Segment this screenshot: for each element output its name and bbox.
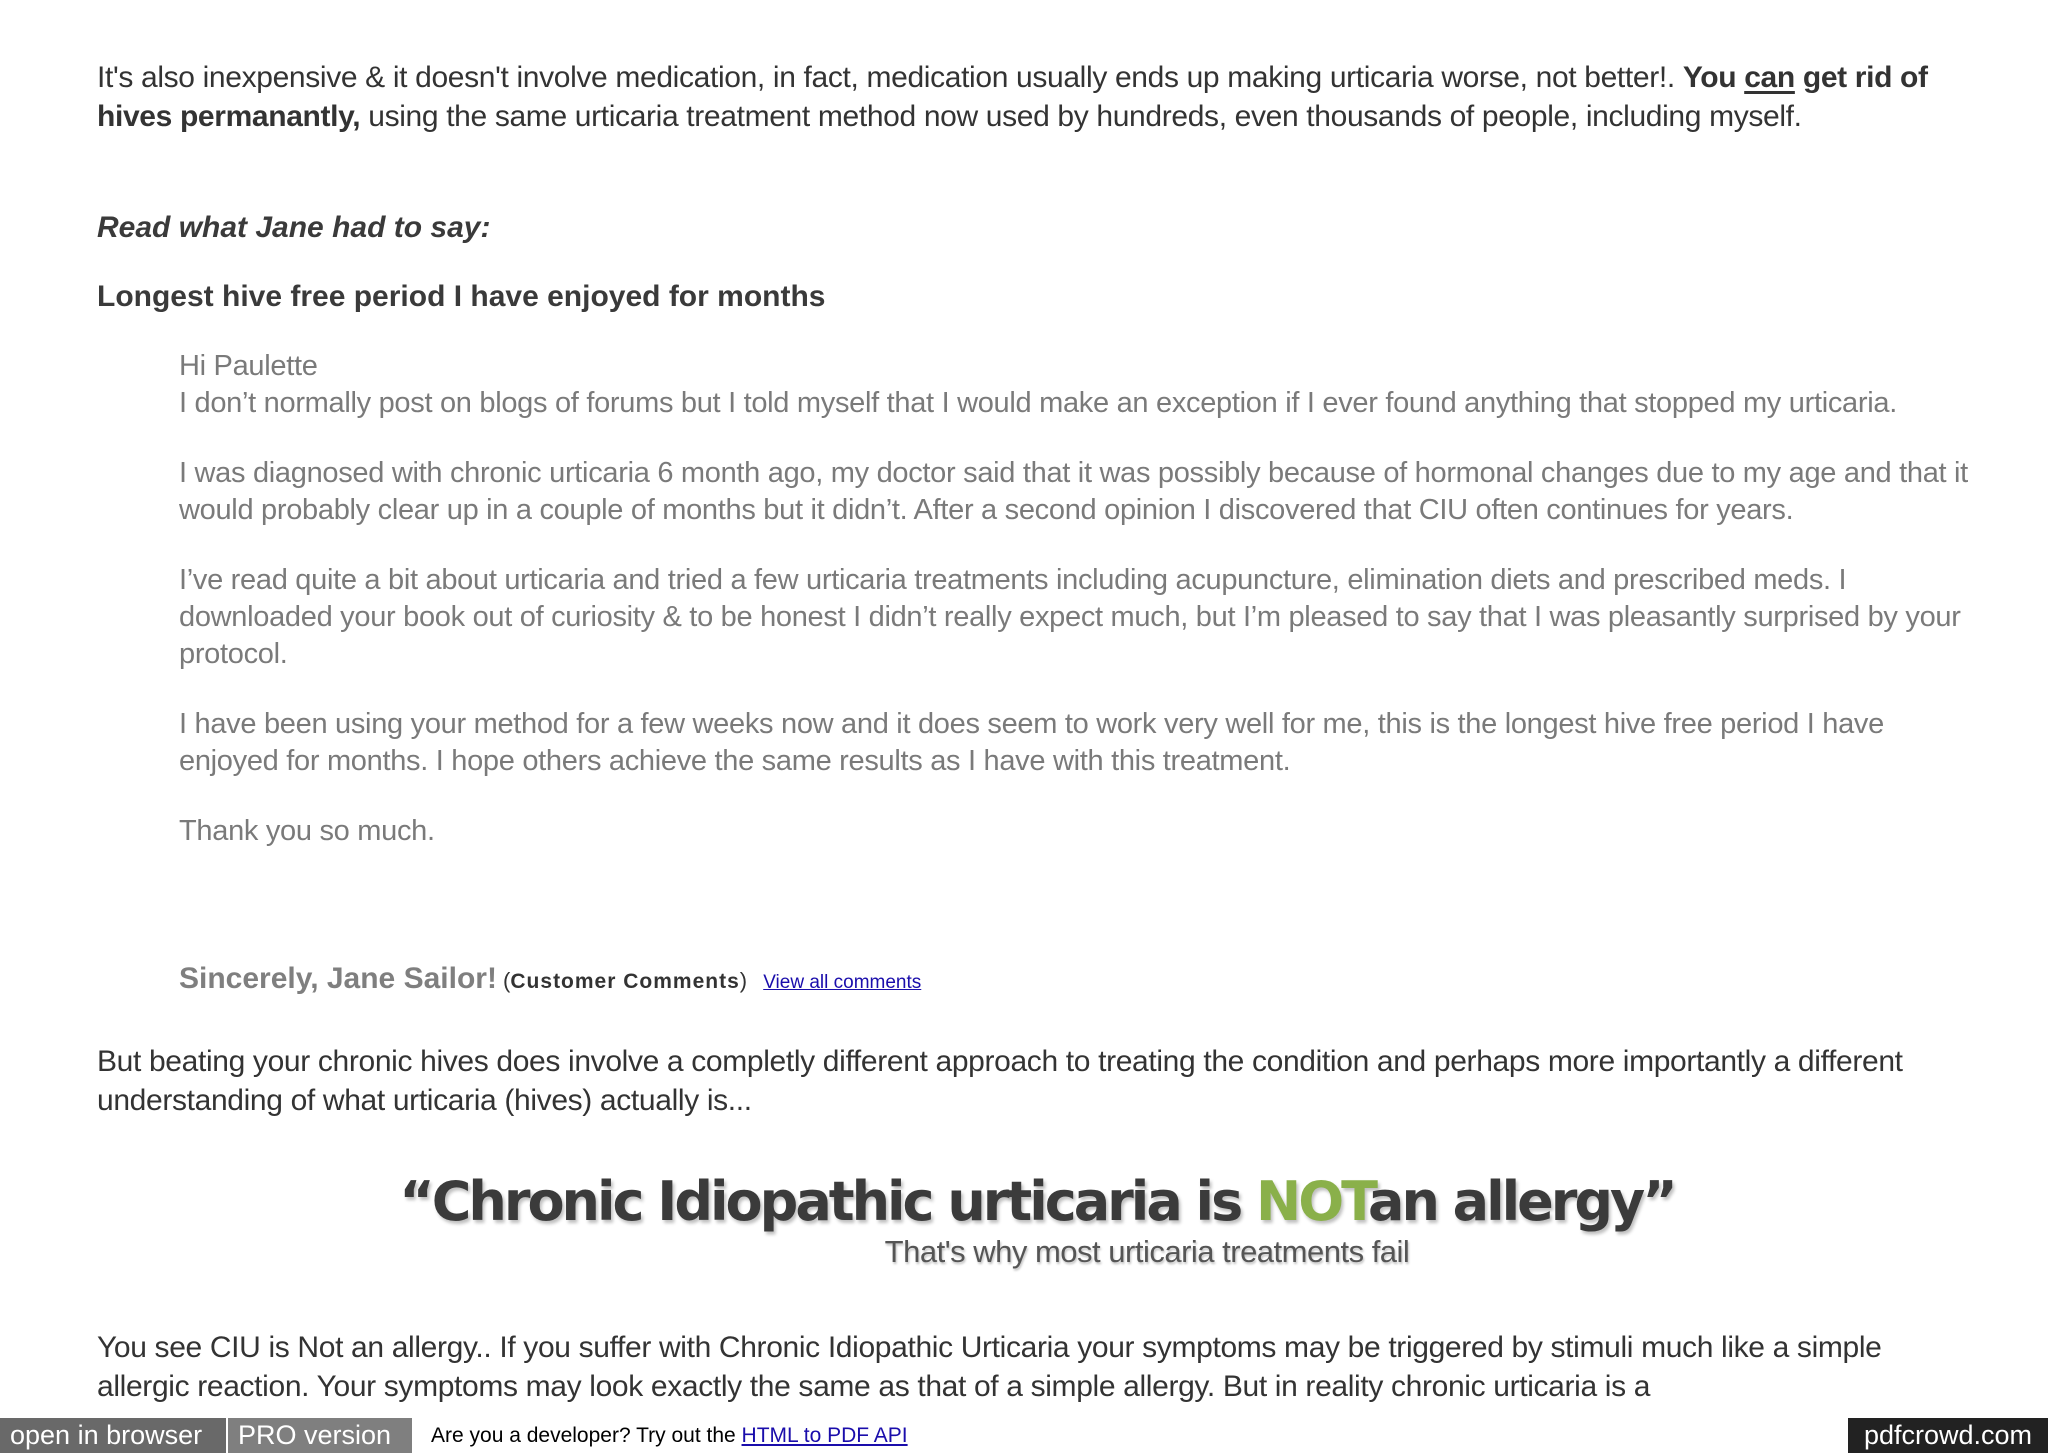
intro-bold-claim: get rid of hives permanantly, (97, 61, 1928, 133)
banner-headline (97, 1170, 1977, 1234)
intro-paragraph (97, 58, 1977, 136)
testimonial-paragraph: I don’t normally post on blogs of forums but I told myself that I would make an exception if I ever found anything that stopped my urticaria. (179, 387, 1897, 419)
banner-subheadline: That's why most urticaria treatments fail (884, 1234, 1410, 1269)
approach-paragraph: But beating your chronic hives does involve a completly different approach to treating the condition and perhaps more importantly a different understanding of what urticaria (hives) actually is... (97, 1045, 1903, 1117)
intro-underlined-can: can (1744, 61, 1795, 94)
intro-text: It's also inexpensive & it doesn't involve medication, in fact, medication usually ends up making urticaria worse, not better!. (97, 61, 1683, 94)
open-in-browser-button[interactable]: open in browser (0, 1418, 226, 1453)
paren-close: ) (739, 968, 754, 993)
view-all-comments-link[interactable]: View all comments (763, 972, 922, 993)
pdfcrowd-footer (0, 1418, 2048, 1453)
signature: Sincerely, Jane Sailor! (179, 962, 497, 995)
banner-not-word: NOT (1256, 1170, 1368, 1233)
pro-version-button[interactable]: PRO version (228, 1418, 412, 1453)
closing-paragraph: You see CIU is Not an allergy.. If you suffer with Chronic Idiopathic Urticaria your symptoms may be triggered by stimuli much like a simple allergic reaction. Your symptoms may look exactly the same as that of a simple allergy. But in reality chronic urticaria is a (97, 1331, 1882, 1403)
pdfcrowd-brand-button[interactable]: pdfcrowd.com (1848, 1418, 2048, 1453)
paren-open: ( (496, 968, 511, 993)
developer-promo (431, 1418, 908, 1453)
testimonial-opening (179, 348, 1969, 422)
testimonial-paragraph: I’ve read quite a bit about urticaria and tried a few urticaria treatments including acupuncture, elimination diets and prescribed meds. I downloaded your book out of curiosity & to be honest I didn’t really expect much, but I’m pleased to say that I was pleasantly surprised by your protocol. (179, 564, 1961, 670)
signature-line (179, 962, 921, 996)
developer-promo-text: Are you a developer? Try out the (431, 1424, 742, 1447)
testimonial-paragraph: I have been using your method for a few weeks now and it does seem to work very well for me, this is the longest hive free period I have enjoyed for months. I hope others achieve the same results as I have with this treatment. (179, 708, 1884, 777)
banner-headline-end: an allergy” (1368, 1170, 1675, 1233)
testimonial-greeting: Hi Paulette (179, 350, 318, 382)
intro-bold-you: You (1682, 61, 1745, 94)
read-heading: Read what Jane had to say: (97, 211, 491, 244)
html-to-pdf-api-link[interactable]: HTML to PDF API (741, 1424, 908, 1447)
banner-headline-start: “Chronic Idiopathic urticaria is (399, 1170, 1257, 1233)
testimonial-quote (179, 348, 1969, 883)
not-an-allergy-banner (97, 1170, 1977, 1270)
testimonial-paragraph: I was diagnosed with chronic urticaria 6 month ago, my doctor said that it was possibly because of hormonal changes due to my age and that it would probably clear up in a couple of months but it didn’t. After a second opinion I discovered that CIU often continues for years. (179, 457, 1968, 526)
customer-comments-label: Customer Comments (510, 970, 740, 993)
testimonial-thanks: Thank you so much. (179, 815, 435, 847)
testimonial-title: Longest hive free period I have enjoyed for months (97, 280, 826, 313)
intro-text-end: using the same urticaria treatment method now used by hundreds, even thousands of people, including myself. (360, 100, 1802, 133)
